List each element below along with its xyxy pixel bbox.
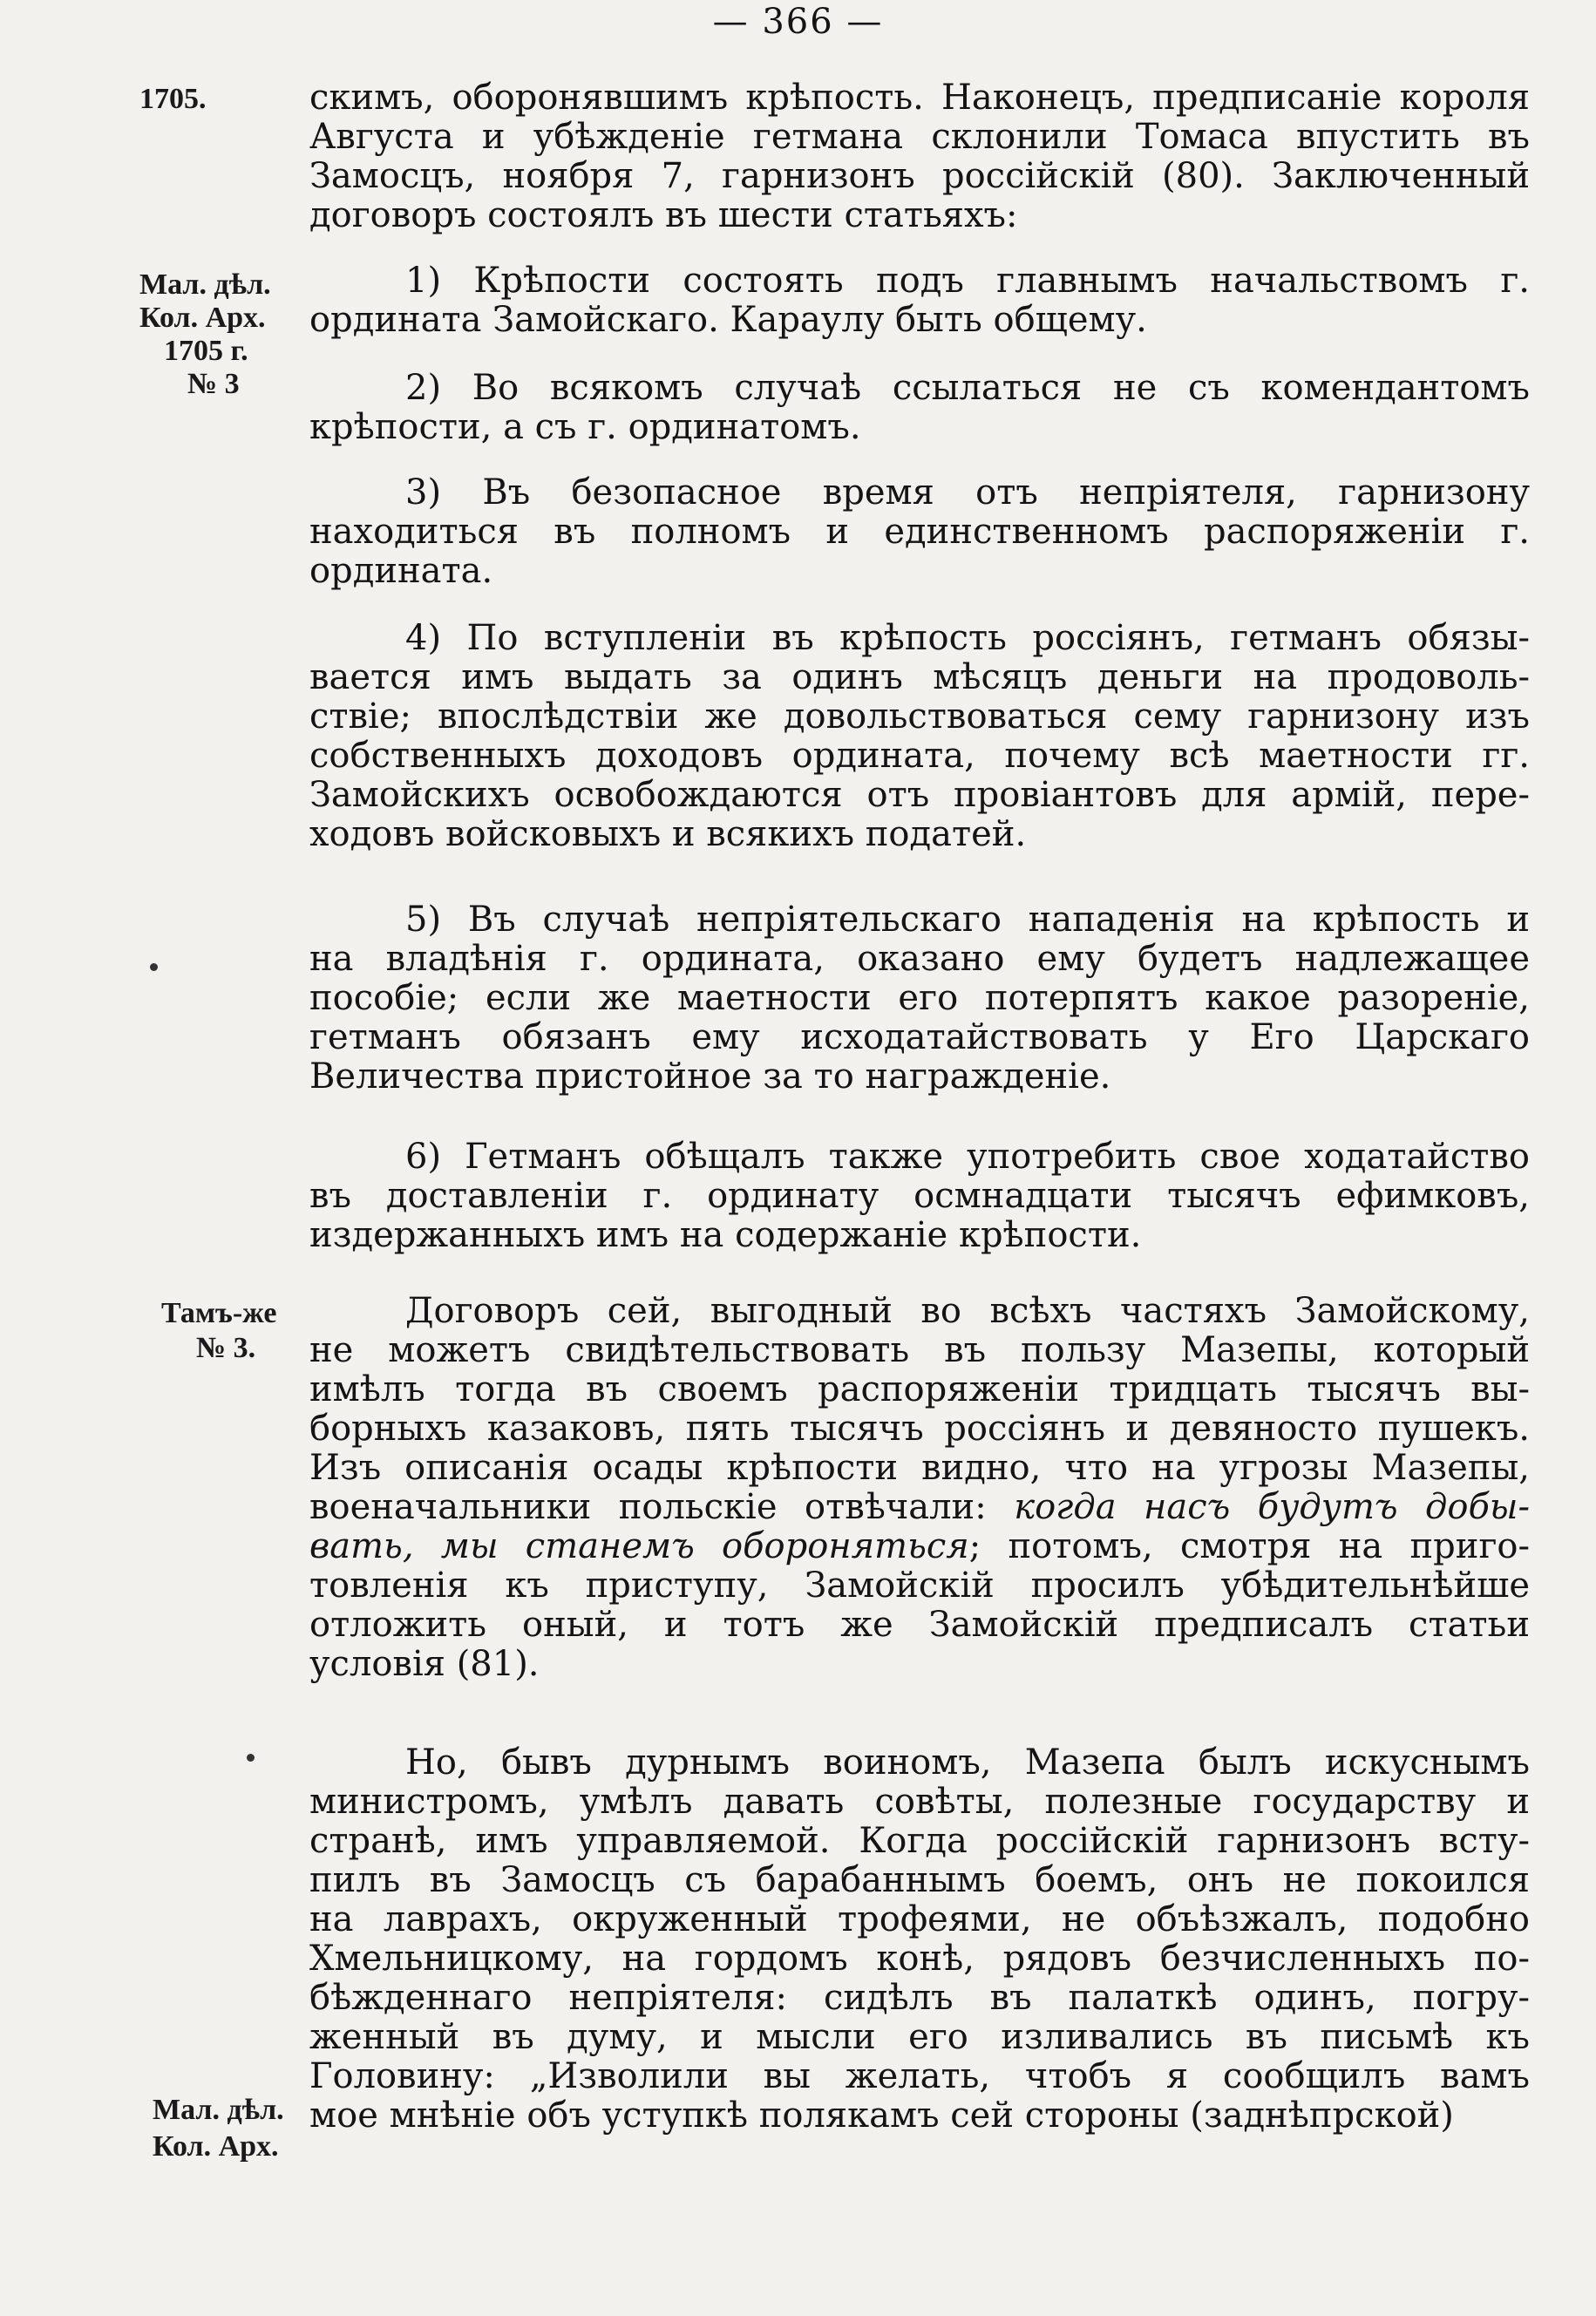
margin-ref-line-1: Мал. дѣл. bbox=[139, 268, 271, 301]
text-line: товленія къ приступу, Замойскій просилъ убѣдительнѣйше bbox=[309, 1566, 1530, 1606]
text-line: отложить оный, и тотъ же Замойскій предписалъ статьи bbox=[309, 1605, 1530, 1645]
paragraph-article-4 bbox=[309, 619, 1530, 854]
text-line: Августа и убѣжденіе гетмана склонили Томаса впустить въ bbox=[309, 117, 1530, 157]
text-line: Замосцъ, ноября 7, гарнизонъ россійскій (80). Заключенный bbox=[309, 156, 1530, 196]
text-run: ; потомъ, смотря на приго- bbox=[968, 1526, 1530, 1566]
paragraph-article-2 bbox=[309, 369, 1530, 447]
paragraph-treaty-analysis bbox=[309, 1292, 1530, 1684]
text-line: 3) Въ безопасное время отъ непріятеля, гарнизону bbox=[405, 472, 1530, 513]
text-line: мое мнѣніе объ уступкѣ полякамъ сей стороны (заднѣпрской) bbox=[309, 2095, 1454, 2136]
text-line: издержанныхъ имъ на содержаніе крѣпости. bbox=[309, 1215, 1142, 1255]
margin-ref-line-4: № 3 bbox=[187, 368, 240, 400]
text-line: борныхъ казаковъ, пять тысячъ россіянъ и девяносто пушекъ. bbox=[309, 1409, 1530, 1449]
text-line: 2) Во всякомъ случаѣ ссылаться не съ комендантомъ bbox=[405, 368, 1530, 408]
text-line: Хмельницкому, на гордомъ конѣ, рядовъ безчисленныхъ по- bbox=[309, 1939, 1530, 1979]
text-line: имѣлъ тогда въ своемъ распоряженіи тридцать тысячъ вы- bbox=[309, 1369, 1530, 1409]
text-line: 4) По вступленіи въ крѣпость россіянъ, гетманъ обязы- bbox=[405, 618, 1530, 658]
text-line: ордината Замойскаго. Караулу быть общему. bbox=[309, 300, 1147, 340]
text-line: бѣжденнаго непріятеля: сидѣлъ въ палаткѣ одинъ, погру- bbox=[309, 1978, 1530, 2018]
text-line: находиться въ полномъ и единственномъ распоряженіи г. bbox=[309, 512, 1530, 552]
paragraph-article-3 bbox=[309, 473, 1530, 591]
text-line: скимъ, оборонявшимъ крѣпость. Наконецъ, предписаніе короля bbox=[309, 78, 1530, 118]
margin-ref2-line-1: Тамъ-же bbox=[161, 1297, 277, 1329]
paragraph-intro bbox=[309, 78, 1530, 235]
text-line: странѣ, имъ управляемой. Когда россійскій гарнизонъ всту- bbox=[309, 1821, 1530, 1861]
text-line: договоръ состоялъ въ шести статьяхъ: bbox=[309, 195, 1018, 235]
text-line: на владѣнія г. ордината, оказано ему будетъ надлежащее bbox=[309, 939, 1530, 979]
text-line bbox=[309, 1488, 1530, 1527]
margin-ref-line-3: 1705 г. bbox=[164, 335, 248, 367]
text-line: 1) Крѣпости состоять подъ главнымъ начальствомъ г. bbox=[405, 261, 1530, 301]
ink-speck bbox=[150, 963, 158, 971]
text-line: ходовъ войсковыхъ и всякихъ податей. bbox=[309, 814, 1027, 854]
margin-ref3-line-2: Кол. Арх. bbox=[153, 2130, 279, 2163]
text-line: крѣпости, а съ г. ординатомъ. bbox=[309, 407, 861, 447]
text-line: пособіе; если же маетности его потерпятъ какое разореніе, bbox=[309, 978, 1530, 1018]
text-line: Изъ описанія осады крѣпости видно, что на угрозы Мазепы, bbox=[309, 1448, 1530, 1488]
paragraph-mazepa bbox=[309, 1743, 1530, 2136]
text-line: собственныхъ доходовъ ордината, почему всѣ маетности гг. bbox=[309, 736, 1530, 776]
ink-speck bbox=[247, 1754, 255, 1762]
text-line: Головину: „Изволили вы желать, чтобъ я сообщилъ вамъ bbox=[309, 2056, 1530, 2096]
margin-ref-line-2: Кол. Арх. bbox=[139, 302, 266, 334]
text-line: вается имъ выдать за одинъ мѣсяцъ деньги на продоволь- bbox=[309, 657, 1530, 697]
text-run: военачальники польскіе отвѣчали: bbox=[309, 1487, 987, 1527]
text-line: въ доставленіи г. ординату осмнадцати тысячъ ефимковъ, bbox=[309, 1176, 1530, 1216]
margin-ref2-line-2: № 3. bbox=[196, 1332, 256, 1364]
paragraph-article-6 bbox=[309, 1138, 1530, 1255]
text-line: женный въ думу, и мысли его изливались въ письмѣ къ bbox=[309, 2017, 1530, 2057]
text-line: ствіе; впослѣдствіи же довольствоваться сему гарнизону изъ bbox=[309, 696, 1530, 737]
text-line: Но, бывъ дурнымъ воиномъ, Мазепа былъ искуснымъ bbox=[405, 1742, 1530, 1783]
text-line: 6) Гетманъ обѣщалъ также употребить свое ходатайство bbox=[405, 1137, 1530, 1177]
page-number: — 366 — bbox=[712, 2, 884, 42]
text-line: министромъ, умѣлъ давать совѣты, полезные государству и bbox=[309, 1782, 1530, 1822]
text-line: пилъ въ Замосцъ съ барабаннымъ боемъ, онъ не покоился bbox=[309, 1860, 1530, 1900]
text-line: не можетъ свидѣтельствовать въ пользу Мазепы, который bbox=[309, 1330, 1530, 1370]
text-line: Договоръ сей, выгодный во всѣхъ частяхъ Замойскому, bbox=[405, 1291, 1530, 1331]
text-line: на лаврахъ, окруженный трофеями, не объѣзжалъ, подобно bbox=[309, 1899, 1530, 1939]
text-line: ордината. bbox=[309, 551, 493, 591]
italic-quote: когда насъ будутъ добы- bbox=[1014, 1487, 1530, 1527]
margin-ref3-line-1: Мал. дѣл. bbox=[153, 2094, 284, 2126]
paragraph-article-5 bbox=[309, 900, 1530, 1097]
margin-year: 1705. bbox=[139, 83, 207, 115]
text-line: условія (81). bbox=[309, 1644, 540, 1684]
text-line: гетманъ обязанъ ему исходатайствовать у Его Царскаго bbox=[309, 1017, 1530, 1057]
text-line: 5) Въ случаѣ непріятельскаго нападенія на крѣпость и bbox=[405, 900, 1530, 940]
text-line: Замойскихъ освобождаются отъ провіантовъ для армій, пере- bbox=[309, 775, 1530, 815]
italic-quote: вать, мы станемъ обороняться bbox=[309, 1526, 969, 1566]
paragraph-article-1 bbox=[309, 261, 1530, 340]
text-line: Величества пристойное за то награжденіе. bbox=[309, 1056, 1111, 1097]
text-line bbox=[309, 1527, 1530, 1566]
